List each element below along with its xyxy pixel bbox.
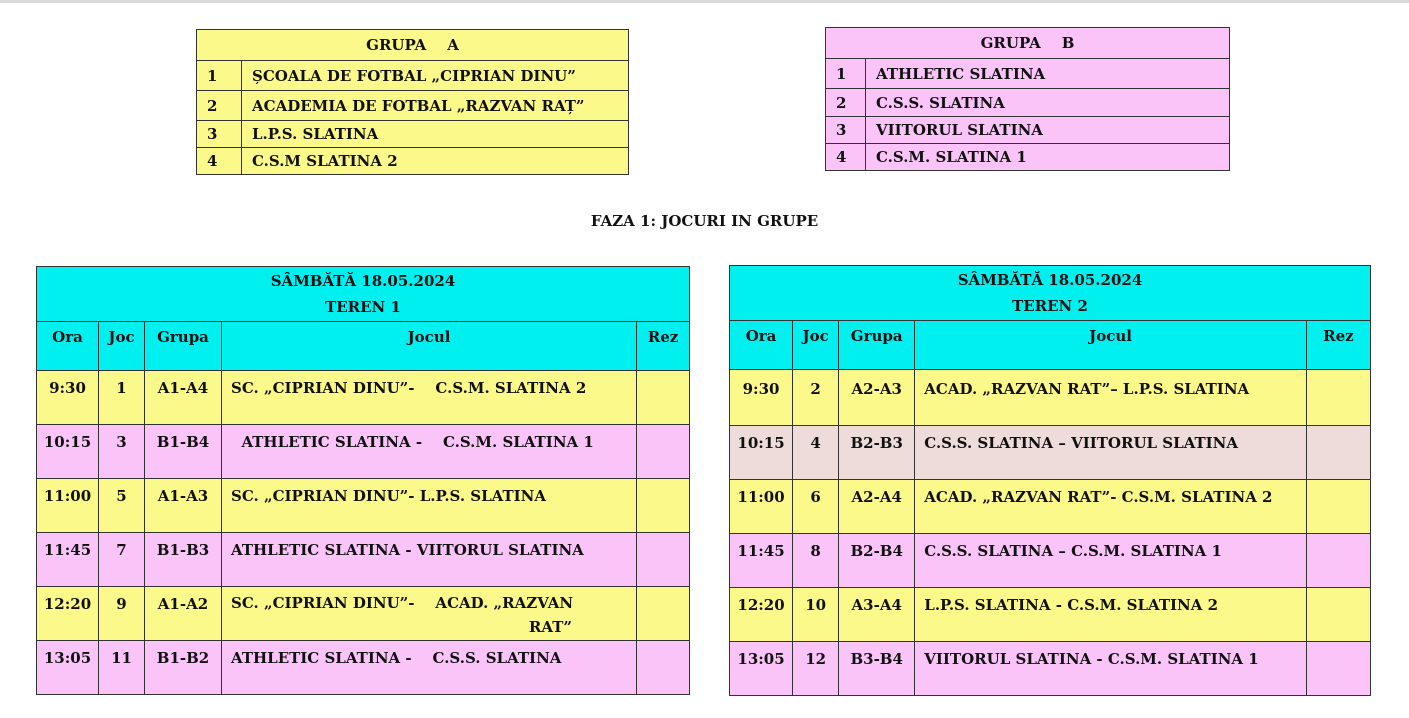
col-ora: Ora xyxy=(730,321,793,370)
table-row: 11:00 5 A1-A3 SC. „CIPRIAN DINU”- L.P.S. SLATINA xyxy=(37,479,690,533)
col-joc: Joc xyxy=(99,322,145,371)
table-row: 12:20 9 A1-A2 SC. „CIPRIAN DINU”- ACAD. „RAZVAN RAT” xyxy=(37,587,690,641)
col-rez: Rez xyxy=(637,322,690,371)
match: ACAD. „RAZVAN RAT”– L.P.S. SLATINA xyxy=(924,380,1250,398)
match: ACAD. „RAZVAN RAT”- C.S.M. SLATINA 2 xyxy=(924,488,1273,506)
table-row: 10:15 3 B1-B4 ATHLETIC SLATINA - C.S.M. SLATINA 1 xyxy=(37,425,690,479)
team-name: ACADEMIA DE FOTBAL „RAZVAN RAȚ” xyxy=(242,91,629,121)
result-cell xyxy=(637,479,690,533)
team-name: C.S.S. SLATINA xyxy=(866,89,1230,117)
result-cell xyxy=(637,641,690,695)
col-jocul: Jocul xyxy=(915,321,1307,370)
col-ora: Ora xyxy=(37,322,99,371)
table-row: 9:30 1 A1-A4 SC. „CIPRIAN DINU”- C.S.M. SLATINA 2 xyxy=(37,371,690,425)
table-row: 10:15 4 B2-B3 C.S.S. SLATINA – VIITORUL SLATINA xyxy=(730,426,1371,480)
team-name: L.P.S. SLATINA xyxy=(242,121,629,148)
table-row: 12:20 10 A3-A4 L.P.S. SLATINA - C.S.M. SLATINA 2 xyxy=(730,588,1371,642)
top-border xyxy=(0,0,1409,3)
team-name: ATHLETIC SLATINA xyxy=(866,59,1230,89)
schedule-header xyxy=(730,266,1371,321)
team-name: C.S.M SLATINA 2 xyxy=(242,148,629,175)
table-row: 13:05 12 B3-B4 VIITORUL SLATINA - C.S.M. SLATINA 1 xyxy=(730,642,1371,696)
group-b-row: 3 VIITORUL SLATINA xyxy=(826,117,1230,144)
group-b-row: 4 C.S.M. SLATINA 1 xyxy=(826,144,1230,171)
col-jocul: Jocul xyxy=(222,322,637,371)
group-b-row: 1 ATHLETIC SLATINA xyxy=(826,59,1230,89)
result-cell xyxy=(637,587,690,641)
group-a-table xyxy=(196,29,629,175)
result-cell xyxy=(1306,588,1370,642)
schedule-field: TEREN 2 xyxy=(1012,297,1088,315)
schedule-date: SÂMBĂTĂ 18.05.2024 xyxy=(270,272,456,290)
match: SC. „CIPRIAN DINU”- L.P.S. SLATINA xyxy=(231,487,547,505)
team-name: C.S.M. SLATINA 1 xyxy=(866,144,1230,171)
match: C.S.S. SLATINA – VIITORUL SLATINA xyxy=(924,434,1239,452)
group-a-row: 4 C.S.M SLATINA 2 xyxy=(197,148,629,175)
group-a-row: 2 ACADEMIA DE FOTBAL „RAZVAN RAȚ” xyxy=(197,91,629,121)
col-grupa: Grupa xyxy=(145,322,222,371)
result-cell xyxy=(1306,426,1370,480)
team-name: VIITORUL SLATINA xyxy=(866,117,1230,144)
team-name: ȘCOALA DE FOTBAL „CIPRIAN DINU” xyxy=(242,61,629,91)
group-a-title: GRUPA A xyxy=(197,30,629,61)
match: L.P.S. SLATINA - C.S.M. SLATINA 2 xyxy=(924,596,1219,614)
col-rez: Rez xyxy=(1306,321,1370,370)
schedule-field: TEREN 1 xyxy=(325,298,401,316)
group-b-table xyxy=(825,27,1230,171)
group-b-title: GRUPA B xyxy=(826,28,1230,59)
match: VIITORUL SLATINA - C.S.M. SLATINA 1 xyxy=(924,650,1259,668)
result-cell xyxy=(637,533,690,587)
result-cell xyxy=(1306,480,1370,534)
match: SC. „CIPRIAN DINU”- C.S.M. SLATINA 2 xyxy=(231,379,587,397)
match: ATHLETIC SLATINA - C.S.S. SLATINA xyxy=(231,649,562,667)
result-cell xyxy=(637,371,690,425)
col-joc: Joc xyxy=(793,321,839,370)
result-cell xyxy=(637,425,690,479)
group-a-row: 3 L.P.S. SLATINA xyxy=(197,121,629,148)
match: SC. „CIPRIAN DINU”- ACAD. „RAZVAN xyxy=(231,594,574,612)
table-row: 13:05 11 B1-B2 ATHLETIC SLATINA - C.S.S. SLATINA xyxy=(37,641,690,695)
table-row: 9:30 2 A2-A3 ACAD. „RAZVAN RAT”– L.P.S. SLATINA xyxy=(730,370,1371,426)
group-b-row: 2 C.S.S. SLATINA xyxy=(826,89,1230,117)
schedule-date: SÂMBĂTĂ 18.05.2024 xyxy=(957,271,1143,289)
schedule-field-2 xyxy=(729,265,1371,696)
result-cell xyxy=(1306,642,1370,696)
col-grupa: Grupa xyxy=(839,321,915,370)
phase-title: FAZA 1: JOCURI IN GRUPE xyxy=(590,212,819,230)
match: ATHLETIC SLATINA - VIITORUL SLATINA xyxy=(231,541,584,559)
schedule-field-1 xyxy=(36,266,690,695)
table-row: 11:00 6 A2-A4 ACAD. „RAZVAN RAT”- C.S.M. SLATINA 2 xyxy=(730,480,1371,534)
result-cell xyxy=(1306,370,1370,426)
table-row: 11:45 8 B2-B4 C.S.S. SLATINA – C.S.M. SLATINA 1 xyxy=(730,534,1371,588)
match: C.S.S. SLATINA – C.S.M. SLATINA 1 xyxy=(924,542,1222,560)
match-continued: RAT” xyxy=(528,618,572,636)
group-a-row: 1 ȘCOALA DE FOTBAL „CIPRIAN DINU” xyxy=(197,61,629,91)
schedule-header xyxy=(37,267,690,322)
match: ATHLETIC SLATINA - C.S.M. SLATINA 1 xyxy=(231,433,594,451)
result-cell xyxy=(1306,534,1370,588)
table-row: 11:45 7 B1-B3 ATHLETIC SLATINA - VIITORUL SLATINA xyxy=(37,533,690,587)
